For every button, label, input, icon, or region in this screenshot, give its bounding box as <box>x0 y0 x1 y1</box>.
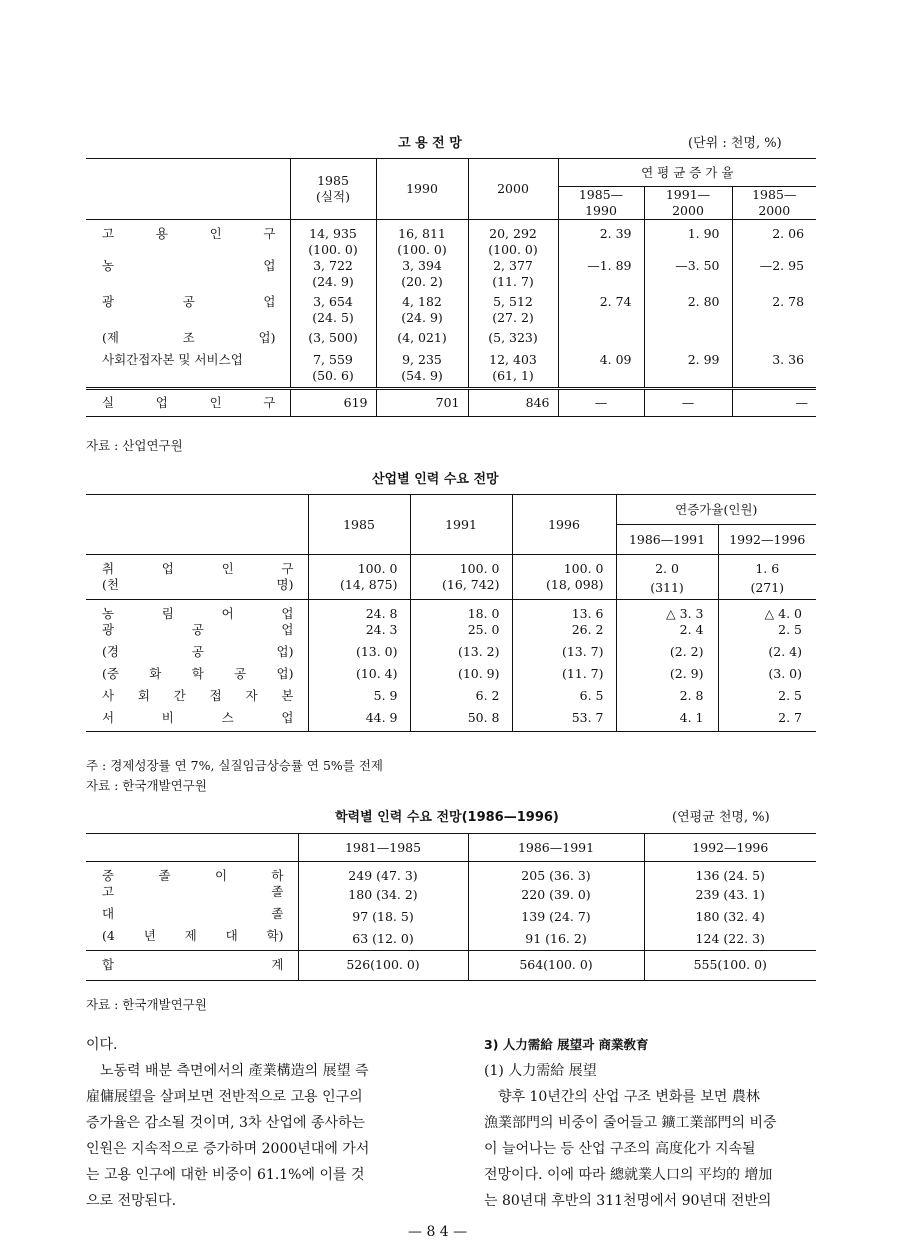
row-label: 사 회 간 접 자 본 <box>102 687 294 703</box>
growth-cell: 2. 5 <box>718 622 816 644</box>
body-line: 이 늘어나는 등 산업 구조의 高度化가 지속될 <box>484 1141 756 1157</box>
growth-cell-g2: 2. 99 <box>644 352 732 388</box>
value-cell: (13. 2) <box>410 644 512 666</box>
value-cell: (14, 875) <box>308 577 410 599</box>
body-line: 는 고용 인구에 대한 비중이 61.1%에 이를 것 <box>86 1167 365 1183</box>
employment-outlook-table <box>86 158 816 417</box>
value-cell: 18. 0 <box>410 599 512 622</box>
industry-demand-table <box>86 494 816 732</box>
table2-header-1996: 1996 <box>512 495 616 555</box>
value-cell-1985: 7, 559 (50. 6) <box>290 352 376 388</box>
table-row <box>86 710 816 732</box>
value-cell-1985: (3, 500) <box>290 330 376 352</box>
value-cell: 249 (47. 3) <box>298 862 468 885</box>
table-row <box>86 928 816 950</box>
table-row <box>86 258 816 294</box>
value-cell-2000: 5, 512 (27. 2) <box>468 294 558 330</box>
growth-cell-g1: 2. 74 <box>558 294 644 330</box>
growth-cell-g3: 2. 78 <box>732 294 816 330</box>
value-cell: 13. 6 <box>512 599 616 622</box>
table-row <box>86 555 816 578</box>
value-cell: (16, 742) <box>410 577 512 599</box>
row-label: (제 조 업) <box>102 330 276 345</box>
row-label: 고 졸 <box>102 884 284 899</box>
table1-header-1985: 1985 (실적) <box>290 159 376 220</box>
growth-cell: 2. 8 <box>616 688 718 710</box>
body-line: 전망이다. 이에 따라 總就業人口의 平均的 增加 <box>484 1167 773 1183</box>
table-row <box>86 644 816 666</box>
value-cell: 24. 3 <box>308 622 410 644</box>
table1-unemployment-g1: — <box>558 388 644 416</box>
table3-unit: (연평균 천명, %) <box>672 810 770 825</box>
table2-header-g1: 1986—1991 <box>616 525 718 555</box>
value-cell-2000: 12, 403 (61, 1) <box>468 352 558 388</box>
education-demand-table <box>86 833 816 981</box>
table1-unit: (단위 : 천명, %) <box>688 136 782 151</box>
growth-cell-g3 <box>732 330 816 352</box>
table3-header-p3: 1992—1996 <box>644 834 816 862</box>
table3-total-p3: 555(100. 0) <box>644 950 816 980</box>
growth-cell: (2. 2) <box>616 644 718 666</box>
table2-corner-cell <box>86 495 308 555</box>
value-cell: 180 (32. 4) <box>644 906 816 928</box>
growth-cell: (2. 4) <box>718 644 816 666</box>
row-label: 사회간접자본 및 서비스업 <box>86 352 290 388</box>
table-row <box>86 294 816 330</box>
row-label: 대 졸 <box>102 906 284 921</box>
value-cell: 97 (18. 5) <box>298 906 468 928</box>
growth-cell-g2 <box>644 330 732 352</box>
table3-header-p1: 1981—1985 <box>298 834 468 862</box>
table-row <box>86 577 816 599</box>
table-row <box>86 220 816 259</box>
table2-note: 주 : 경제성장률 연 7%, 실질임금상승률 연 5%를 전제 <box>86 758 383 773</box>
table1-unemployment-g3: — <box>732 388 816 416</box>
table-row <box>86 906 816 928</box>
growth-cell: 2. 5 <box>718 688 816 710</box>
growth-cell: △ 4. 0 <box>718 599 816 622</box>
table1-title: 고 용 전 망 <box>398 136 462 151</box>
section-subheading: (1) 人力需給 展望 <box>484 1063 597 1079</box>
body-line: 雇傭展望을 살펴보면 전반적으로 고용 인구의 <box>86 1089 363 1105</box>
body-line: 으로 전망된다. <box>86 1193 177 1209</box>
growth-cell: 2. 7 <box>718 710 816 732</box>
value-cell: (18, 098) <box>512 577 616 599</box>
body-line: 증가율은 감소될 것이며, 3차 산업에 종사하는 <box>86 1115 366 1131</box>
table1-header-2000: 2000 <box>468 159 558 220</box>
body-line: 향후 10년간의 산업 구조 변화를 보면 農林 <box>484 1089 760 1105</box>
value-cell: (13. 0) <box>308 644 410 666</box>
growth-cell-g3: 3. 36 <box>732 352 816 388</box>
body-line: 인원은 지속적으로 증가하며 2000년대에 가서 <box>86 1141 370 1157</box>
table1-header-growth: 연 평 균 증 가 율 <box>558 159 816 187</box>
value-cell-1990: 16, 811 (100. 0) <box>376 220 468 259</box>
table2-header-growth: 연증가율(인원) <box>616 495 816 525</box>
section-heading: 3) 人力需給 展望과 商業敎育 <box>484 1037 649 1052</box>
growth-cell: 4. 1 <box>616 710 718 732</box>
row-label: 광 공 업 <box>102 621 294 637</box>
value-cell: (11. 7) <box>512 666 616 688</box>
value-cell: 5. 9 <box>308 688 410 710</box>
value-cell: 24. 8 <box>308 599 410 622</box>
value-cell-1985: 14, 935 (100. 0) <box>290 220 376 259</box>
growth-cell-g1: —1. 89 <box>558 258 644 294</box>
row-label: (천 명) <box>86 577 308 599</box>
value-cell-1990: 9, 235 (54. 9) <box>376 352 468 388</box>
table-row <box>86 599 816 622</box>
row-label: 광 공 업 <box>102 294 276 309</box>
row-label: (중 화 학 공 업) <box>102 665 294 681</box>
growth-cell: 2. 0 <box>616 555 718 578</box>
table3-total-p1: 526(100. 0) <box>298 950 468 980</box>
growth-cell-g1: 4. 09 <box>558 352 644 388</box>
table1-corner-cell <box>86 159 290 220</box>
value-cell-1990: 3, 394 (20. 2) <box>376 258 468 294</box>
body-right-column <box>484 1032 824 1214</box>
table1-header-g3: 1985—2000 <box>732 187 816 220</box>
row-label: 농 업 <box>102 258 276 273</box>
value-cell-2000: 2, 377 (11. 7) <box>468 258 558 294</box>
value-cell: 63 (12. 0) <box>298 928 468 950</box>
growth-cell: (311) <box>616 577 718 599</box>
value-cell-2000: (5, 323) <box>468 330 558 352</box>
value-cell: 100. 0 <box>512 555 616 578</box>
growth-cell: (271) <box>718 577 816 599</box>
table2-header-1985: 1985 <box>308 495 410 555</box>
growth-cell-g1: 2. 39 <box>558 220 644 259</box>
value-cell: 26. 2 <box>512 622 616 644</box>
value-cell-1985: 3, 722 (24. 9) <box>290 258 376 294</box>
table3-title: 학력별 인력 수요 전망(1986—1996) <box>335 810 559 825</box>
value-cell-1985: 3, 654 (24. 5) <box>290 294 376 330</box>
table2-header-g2: 1992—1996 <box>718 525 816 555</box>
value-cell: (10. 4) <box>308 666 410 688</box>
growth-cell: 1. 6 <box>718 555 816 578</box>
value-cell: 50. 8 <box>410 710 512 732</box>
table2-title: 산업별 인력 수요 전망 <box>372 472 499 487</box>
value-cell: 220 (39. 0) <box>468 884 644 906</box>
growth-cell: (2. 9) <box>616 666 718 688</box>
value-cell: 6. 2 <box>410 688 512 710</box>
table1-unemployment-1990: 701 <box>376 388 468 416</box>
table-row <box>86 666 816 688</box>
table-row <box>86 688 816 710</box>
table3-corner-cell <box>86 834 298 862</box>
table-row <box>86 884 816 906</box>
table1-header-g1: 1985—1990 <box>558 187 644 220</box>
body-line: 漁業部門의 비중이 줄어들고 鑛工業部門의 비중 <box>484 1115 777 1131</box>
table2-header-1991: 1991 <box>410 495 512 555</box>
value-cell: 139 (24. 7) <box>468 906 644 928</box>
value-cell: 6. 5 <box>512 688 616 710</box>
row-label: 서 비 스 업 <box>86 710 308 732</box>
growth-cell: △ 3. 3 <box>616 599 718 622</box>
value-cell: 53. 7 <box>512 710 616 732</box>
value-cell: 25. 0 <box>410 622 512 644</box>
value-cell: 44. 9 <box>308 710 410 732</box>
table1-unemployment-2000: 846 <box>468 388 558 416</box>
table1-unemployment-g2: — <box>644 388 732 416</box>
value-cell-2000: 20, 292 (100. 0) <box>468 220 558 259</box>
table1-unemployment-1985: 619 <box>290 388 376 416</box>
growth-cell-g3: 2. 06 <box>732 220 816 259</box>
value-cell: 100. 0 <box>410 555 512 578</box>
row-label: 고 용 인 구 <box>102 226 276 241</box>
growth-cell: (3. 0) <box>718 666 816 688</box>
growth-cell-g1 <box>558 330 644 352</box>
table3-source: 자료 : 한국개발연구원 <box>86 997 207 1012</box>
table-row <box>86 352 816 388</box>
value-cell: (13. 7) <box>512 644 616 666</box>
table2-source: 자료 : 한국개발연구원 <box>86 778 207 793</box>
value-cell: (10. 9) <box>410 666 512 688</box>
growth-cell-g2: 1. 90 <box>644 220 732 259</box>
table-row <box>86 862 816 885</box>
body-line: 노동력 배분 측면에서의 產業構造의 展望 즉 <box>86 1063 369 1079</box>
page-number: — 8 4 — <box>408 1224 468 1240</box>
row-label: (경 공 업) <box>102 643 294 659</box>
value-cell: 91 (16. 2) <box>468 928 644 950</box>
body-line: 는 80년대 후반의 311천명에서 90년대 전반의 <box>484 1193 772 1209</box>
growth-cell-g2: —3. 50 <box>644 258 732 294</box>
table-row <box>86 330 816 352</box>
table1-source: 자료 : 산업연구원 <box>86 438 183 453</box>
growth-cell: 2. 4 <box>616 622 718 644</box>
table3-total-p2: 564(100. 0) <box>468 950 644 980</box>
row-label: 농 림 어 업 <box>102 605 294 621</box>
row-label: (4 년 제 대 학) <box>102 928 284 943</box>
value-cell: 100. 0 <box>308 555 410 578</box>
body-left-column <box>86 1032 446 1214</box>
table1-unemployment-label: 실 업 인 구 <box>86 388 290 416</box>
body-line: 이다. <box>86 1037 118 1053</box>
growth-cell-g3: —2. 95 <box>732 258 816 294</box>
table3-header-p2: 1986—1991 <box>468 834 644 862</box>
value-cell: 124 (22. 3) <box>644 928 816 950</box>
value-cell: 239 (43. 1) <box>644 884 816 906</box>
value-cell: 205 (36. 3) <box>468 862 644 885</box>
value-cell-1990: (4, 021) <box>376 330 468 352</box>
value-cell: 136 (24. 5) <box>644 862 816 885</box>
row-label: 취 업 인 구 <box>102 561 294 576</box>
table1-header-g2: 1991—2000 <box>644 187 732 220</box>
table-row <box>86 622 816 644</box>
growth-cell-g2: 2. 80 <box>644 294 732 330</box>
table3-total-label: 합 계 <box>86 950 298 980</box>
value-cell-1990: 4, 182 (24. 9) <box>376 294 468 330</box>
table1-header-1990: 1990 <box>376 159 468 220</box>
row-label: 중 졸 이 하 <box>102 868 284 883</box>
value-cell: 180 (34. 2) <box>298 884 468 906</box>
